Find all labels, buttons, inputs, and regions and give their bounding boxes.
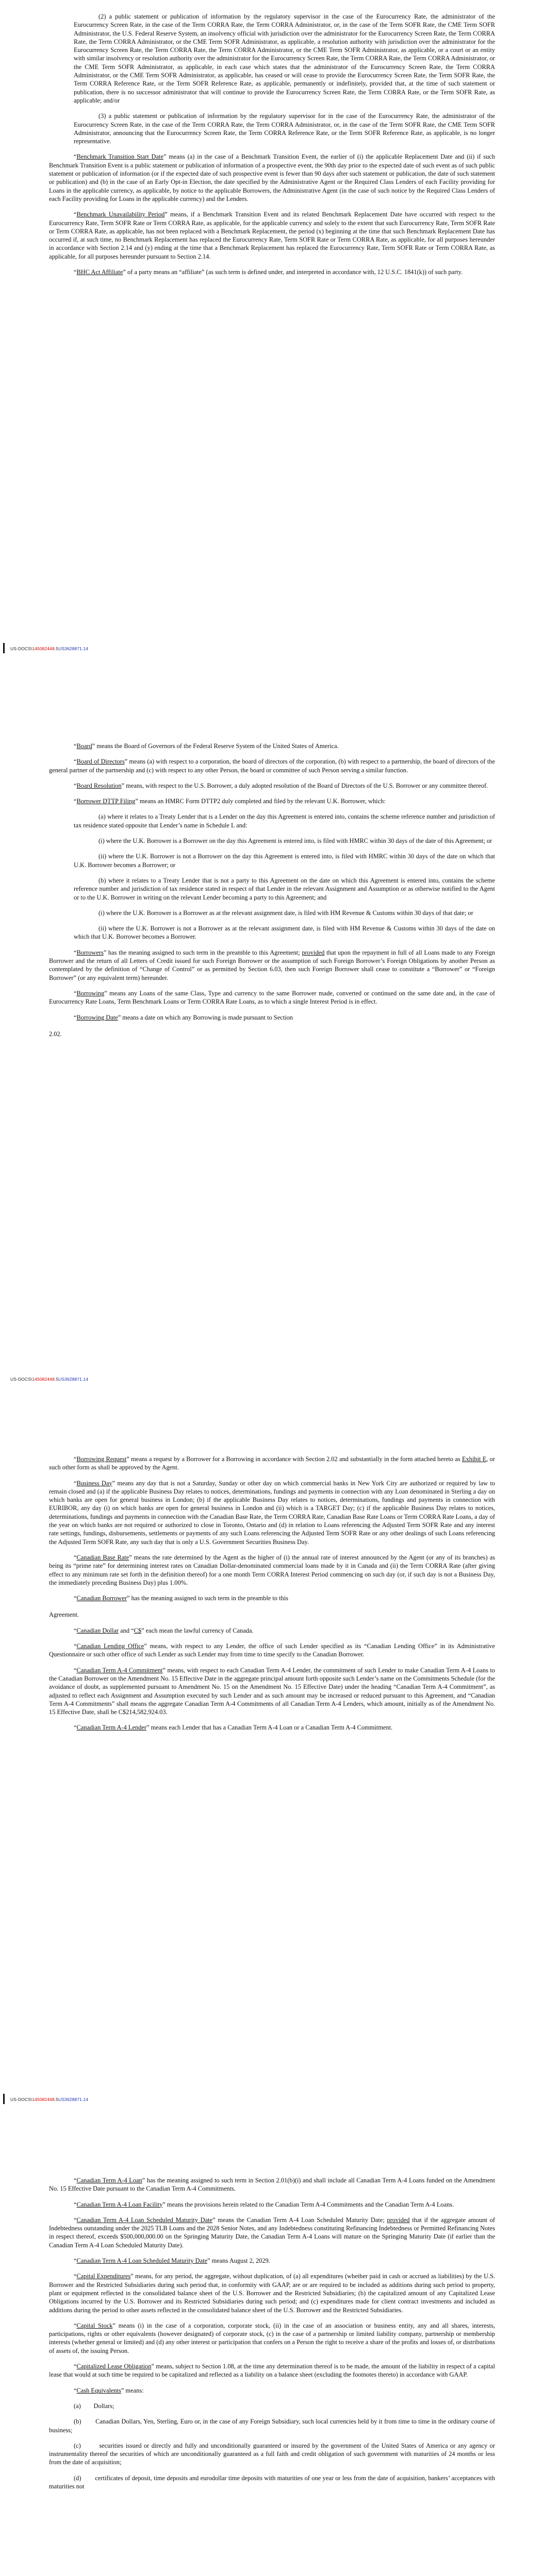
defined-term: Borrowing Request (76, 1455, 127, 1463)
defined-term: Canadian Term A-4 Loan Facility (76, 2200, 163, 2208)
definition-paragraph: “Borrowing Request” means a request by a Borrower for a Borrowing in accordance with Section 2.02 and substantially in the form attached hereto as Exhibit E, or such other form as shall be approved by the Agent. (49, 1455, 495, 1471)
list-item: (d) certificates of deposit, time deposits and eurodollar time deposits with maturities of one year or less from the date of acquisition, bankers’ acceptances with maturities not (49, 2474, 495, 2490)
defined-term: Board Resolution (76, 782, 122, 789)
defined-term: Board of Directors (76, 758, 125, 766)
definition-paragraph: “Canadian Term A-4 Lender” means each Lender that has a Canadian Term A-4 Loan or a Canadian Term A-4 Commitment. (74, 1724, 393, 1732)
definition-paragraph: “Borrower DTTP Filing” means an HMRC Form DTTP2 duly completed and filed by the relevant U.K. Borrower, which: (74, 798, 386, 805)
definition-paragraph: “Benchmark Unavailability Period” means, if a Benchmark Transition Event and its related Benchmark Replacement Date have occurred with respect to the Eurocurrency Rate, Term SOFR Rate or Term CORRA Rate, as applicable, for the applicable currency and solely to the extent that such Eurocurrency Rate, Term SOFR Rate or Term CORRA Rate, as applicable, has not been replaced with a Benchmark Replacement, the period (x) beginning at the time that such Benchmark Replacement Date has occurred if, at such time, no Benchmark Replacement has replaced the Eurocurrency Rate, Term SOFR Rate or Term CORRA Rate, as applicable, for all purposes hereunder in accordance with Section 2.14 and (y) ending at the time that a Benchmark Replacement has replaced the Eurocurrency Rate, Term SOFR Rate or Term CORRA Rate, as applicable, for all purposes hereunder pursuant to Section 2.14. (49, 211, 495, 260)
continuation-text: Agreement. (49, 1611, 79, 1619)
paragraph: (i) where the U.K. Borrower is a Borrower on the day this Agreement is entered into, is filed with HMRC within 30 days of the date of this Agreement; or (98, 837, 492, 845)
defined-term: Board (76, 742, 92, 750)
definition-paragraph: “Benchmark Transition Start Date” means (a) in the case of a Benchmark Transition Event, the earlier of (i) the applicable Replacement Date and (ii) if such Benchmark Transition Event is a public statement or publication of information of a prospective event, the 90th day prior to the expected date of such event as of such public statement or publication of information (or if the expected date of such prospective event is fewer than 90 days after such statement or publication, the date of such statement or publication) and (b) in the case of an Early Opt-in Election, the date specified by the Administrative Agent or the Required Class Lenders of each Facility providing for Loans in the applicable currency, as applicable, by notice to the applicable Borrowers, the Administrative Agent (in the case of such notice by the Required Class Lenders of each Facility providing for Loans in the applicable currency) and the Lenders. (49, 153, 495, 202)
defined-term: Borrower DTTP Filing (76, 798, 136, 805)
defined-term: Capital Expenditures (76, 2273, 131, 2280)
defined-term: Borrowers (76, 948, 104, 956)
defined-term: Canadian Term A-4 Loan Scheduled Maturity Date (76, 2216, 213, 2224)
definition-paragraph: “Business Day” means any day that is not a Saturday, Sunday or other day on which commercial banks in New York City are authorized or required by law to remain closed and (a) if the applicable Business Day relates to notices, determinations, fundings and payments in connection with any Loan denominated in Sterling a day on which banks are open for general business in London; (b) if the applicable Business Day relates to notices, determinations, fundings and payments in connection with EURIBOR, any day (i) on which banks are open for general business in London and (ii) which is a TARGET Day; (c) if the applicable Business Day relates to notices, determinations, fundings and payments in connection with the Canadian Base Rate, the Term CORRA Rate, Canadian Base Rate Loans or Term CORRA Rate Loans, a day of the year on which banks are not required or authorized to close in Toronto, Ontario and (d) in relation to Loans referencing the Adjusted Term SOFR Rate and any interest rate settings, fundings, disbursements, settlements or payments of any such Loans referencing the Adjusted Term SOFR Rate or any other dealings of such Loans referencing the Adjusted Term SOFR Rate, any such day that is only a U.S. Government Securities Business Day. (49, 1479, 495, 1546)
definition-paragraph: “Canadian Term A-4 Loan Scheduled Maturity Date” means the Canadian Term A-4 Loan Scheduled Maturity Date; provided that if the aggregate amount of Indebtedness outstanding under the 2025 TLB Loans and the 2028 Senior Notes, and any Indebtedness constituting Refinancing Indebtedness or Permitted Refinancing Notes in respect thereof, exceeds $500,000,000.00 on the Springing Maturity Date, the Canadian Term A-4 Loans will mature on the Springing Maturity Date (if earlier than the Canadian Term A-4 Loan Scheduled Maturity Date). (49, 2216, 496, 2249)
definition-paragraph: “Capital Expenditures” means, for any period, the aggregate, without duplication, of (a) all expenditures (whether paid in cash or accrued as liabilities) by the U.S. Borrower and the Restricted Subsidiaries during such period that, in conformity with GAAP, are or are required to be included as additions during such period to property, plant or equipment reflected in the consolidated balance sheet of the U.S. Borrower and the Restricted Subsidiaries; (b) the capitalized amount of any Capitalized Lease Obligations incurred by the U.S. Borrower and its Restricted Subsidiaries during such period; and (c) expenditures made for client contract investments and included as additions during the period to other assets reflected in the consolidated balance sheet of the U.S. Borrower and the Restricted Subsidiaries. (49, 2273, 495, 2314)
defined-term: Canadian Borrower (76, 1595, 127, 1602)
paragraph: (ii) where the U.K. Borrower is not a Borrower on the day this Agreement is entered into, is filed with HMRC within 30 days of the date on which that U.K. Borrower becomes a Borrower; or (74, 853, 495, 869)
page-1 (0, 12, 544, 283)
defined-term: Canadian Base Rate (76, 1553, 129, 1561)
paragraph: (b) where it relates to a Treaty Lender that is not a party to this Agreement on the date on which this Agreement is entered into, contains the scheme reference number and jurisdiction of tax residence stated in respect of that Lender in the relevant Assignment and Assumption or as otherwise notified to the Agent or to the U.K. Borrower in writing on the relevant Lender becoming a party to this Agreement; and (74, 876, 495, 901)
page-3 (0, 1455, 544, 1739)
definition-paragraph: “Canadian Borrower” has the meaning assigned to such term in the preamble to this (74, 1595, 289, 1602)
defined-term: C$ (134, 1626, 142, 1634)
definition-paragraph: “Canadian Term A-4 Loan Facility” means the provisions herein related to the Canadian Term A-4 Commitments and the Canadian Term A-4 Loans. (74, 2200, 454, 2208)
list-item: (b) Canadian Dollars, Yen, Sterling, Euro or, in the case of any Foreign Subsidiary, such local currencies held by it from time to time in the ordinary course of business; (49, 2418, 495, 2434)
continuation-text: 2.02. (49, 1030, 62, 1038)
page-footer: US-DOCS\145082448.5US3628871.14 (10, 2097, 89, 2102)
defined-term: Capital Stock (76, 2321, 113, 2329)
definition-paragraph: “Borrowing Date” means a date on which any Borrowing is made pursuant to Section (74, 1013, 293, 1021)
definition-paragraph: “Canadian Term A-4 Loan” has the meaning assigned to such term in Section 2.01(b)(i) and shall include all Canadian Term A-4 Loans funded on the Amendment No. 15 Effective Date pursuant to the Canadian Term A-4 Commitments. (49, 2177, 496, 2193)
definition-paragraph: “Borrowing” means any Loans of the same Class, Type and currency to the same Borrower made, converted or continued on the same date and, in the case of Eurocurrency Rate Loans, Term Benchmark Loans or Term CORRA Rate Loans, as to which a single Interest Period is in effect. (49, 989, 495, 1006)
page-4 (0, 2176, 544, 2498)
defined-term: Business Day (76, 1479, 112, 1487)
definition-paragraph: “Capital Stock” means (i) in the case of a corporation, corporate stock, (ii) in the case of an association or business entity, any and all shares, interests, participations, rights or other equivalents (however designated) of corporate stock, (c) in the case of a partnership or limited liability company, partnership or membership interests (whether general or limited) and (d) any other interest or participation that confers on a Person the right to receive a share of the profits and losses of, or distributions of assets of, the issuing Person. (49, 2321, 495, 2354)
defined-term: Canadian Term A-4 Loan (76, 2177, 142, 2184)
defined-term: Cash Equivalents (76, 2386, 121, 2394)
change-bar (3, 2094, 5, 2104)
definition-paragraph: “Canadian Dollar and “C$” each mean the lawful currency of Canada. (74, 1626, 254, 1634)
change-bar (3, 643, 5, 653)
defined-term: Canadian Dollar (76, 1626, 119, 1634)
defined-term: Canadian Term A-4 Loan Scheduled Maturity Date (76, 2257, 208, 2265)
defined-term: Borrowing (76, 989, 105, 997)
definition-paragraph: “Capitalized Lease Obligation” means, subject to Section 1.08, at the time any determination thereof is to be made, the amount of the liability in respect of a capital lease that would at such time be required to be capitalized and reflected as a liability on a balance sheet (excluding the footnotes thereto) in accordance with GAAP. (49, 2363, 495, 2379)
page-2 (0, 742, 544, 1045)
defined-term: Benchmark Unavailability Period (76, 211, 165, 218)
defined-term: Benchmark Transition Start Date (76, 153, 163, 161)
paragraph: (a) where it relates to a Treaty Lender that is a Lender on the day this Agreement is entered into, contains the scheme reference number and jurisdiction of tax residence stated opposite that Lender’s name in Schedule L and: (74, 813, 495, 829)
definition-paragraph: “Canadian Term A-4 Commitment” means, with respect to each Canadian Term A-4 Lender, the commitment of such Lender to make Canadian Term A-4 Loans to the Canadian Borrower on the Amendment No. 15 Effective Date in the aggregate principal amount forth opposite such Lender’s name on the Commitments Schedule (for the avoidance of doubt, as supplemented pursuant to Amendment No. 15 on the Amendment No. 15 Effective Date) under the heading “Canadian Term A-4 Commitment”, as adjusted to reflect each Assignment and Assumption executed by such Lender and as such amount may be increased or reduced pursuant to this Agreement, and “Canadian Term A-4 Commitments” shall means the aggregate Canadian Term A-4 Commitments of all Canadian Term A-4 Lenders, which amount, initially as of the Amendment No. 15 Effective Date, shall be C$214,582,924.03. (49, 1666, 495, 1716)
definition-paragraph: “Board of Directors” means (a) with respect to a corporation, the board of directors of the corporation, (b) with respect to a partnership, the board of directors of the general partner of the partnership and (c) with respect to any other Person, the board or committee of such Person serving a similar function. (49, 758, 495, 774)
defined-term: Canadian Term A-4 Commitment (76, 1666, 163, 1674)
paragraph: (3) a public statement or publication of information by the regulatory supervisor for in the case of the Eurocurrency Rate, the administrator of the Eurocurrency Screen Rate, in the case of the Term CORRA Rate, the Term CORRA Administrator, or, in the case of the Term SOFR Rate, the CME Term SOFR Administrator, announcing that the Eurocurrency Screen Rate, the Term CORRA Reference Rate, or the Term SOFR Reference Rate, as applicable, is no longer representative. (74, 112, 495, 145)
paragraph: (2) a public statement or publication of information by the regulatory supervisor in the case of the Eurocurrency Rate, the administrator of the Eurocurrency Screen Rate, in the case of the Term CORRA Rate, the Term CORRA Administrator, or, in the case of the Term SOFR Rate, the CME Term SOFR Administrator, the U.S. Federal Reserve System, an insolvency official with jurisdiction over the administrator for the Eurocurrency Screen Rate, the Term CORRA Rate, the Term CORRA Administrator, or the CME Term SOFR Administrator, as applicable, a resolution authority with jurisdiction over the administrator for the Eurocurrency Screen Rate, the Term CORRA Rate, the Term CORRA Administrator, or the CME Term SOFR Administrator, as applicable, or a court or an entity with similar insolvency or resolution authority over the administrator for the Eurocurrency Screen Rate, the Term CORRA Rate, the Term CORRA Administrator, or the CME Term SOFR Administrator, as applicable, in each case which states that the administrator of the Eurocurrency Screen Rate, the Term CORRA Administrator, or the CME Term SOFR Administrator, as applicable, has ceased or will cease to provide the Eurocurrency Screen Rate, the Term SOFR Rate, the Term CORRA Reference Rate, or the Term SOFR Reference Rate, as applicable, permanently or indefinitely, provided that, at the time of such statement or publication, there is no successor administrator that will continue to provide the Eurocurrency Screen Rate, the Term CORRA Rate, or the Term SOFR Rate, as applicable; and/or (74, 13, 495, 104)
definition-paragraph: “Canadian Lending Office” means, with respect to any Lender, the office of such Lender specified as its “Canadian Lending Office” in its Administrative Questionnaire or such other office of such Lender as such Lender may from time to time specify to the Canadian Borrower. (49, 1642, 495, 1658)
list-item: (a) Dollars; (74, 2402, 114, 2410)
list-item: (c) securities issued or directly and fully and unconditionally guaranteed or insured by the government of the United States of America or any agency or instrumentality thereof the securities of which are unconditionally guaranteed as a full faith and credit obligation of such government with maturities of 24 months or less from the date of acquisition; (49, 2442, 495, 2466)
definition-paragraph: “BHC Act Affiliate” of a party means an “affiliate” (as such term is defined under, and interpreted in accordance with, 12 U.S.C. 1841(k)) of such party. (74, 268, 463, 276)
definition-paragraph: “Board” means the Board of Governors of the Federal Reserve System of the United States of America. (74, 742, 339, 750)
definition-paragraph: “Canadian Term A-4 Loan Scheduled Maturity Date” means August 2, 2029. (74, 2257, 270, 2265)
page-footer: US-DOCS\145082448.5US3628871.14 (10, 1377, 89, 1382)
defined-term: BHC Act Affiliate (76, 268, 123, 276)
definition-paragraph: “Borrowers” has the meaning assigned to such term in the preamble to this Agreement; provided that upon the repayment in full of all Loans made to any Foreign Borrower and the return of all Letters of Credit issued for such Foreign Borrower or the assumption of such Foreign Borrower’s Foreign Obligations by another Person as contemplated by the definition of “Change of Control” or as permitted by Section 6.03, then such Foreign Borrower shall cease to constitute a “Borrower” or “Foreign Borrower” (or any equivalent term) hereunder. (49, 948, 495, 981)
page-footer: US-DOCS\145082448.5US3628871.14 (10, 646, 89, 651)
definition-paragraph: “Canadian Base Rate” means the rate determined by the Agent as the higher of (i) the annual rate of interest announced by the Agent (or any of its branches) as being its “prime rate” for determining interest rates on Canadian Dollar-denominated commercial loans made by it in Canada and (ii) the Term CORRA Rate (after giving effect to any minimum rate set forth in the definition thereof) for a one month Term CORRA Interest Period commencing on such day (or, if such day is not a Business Day, the immediately preceding Business Day) plus 1.00%. (49, 1553, 495, 1586)
defined-term: Borrowing Date (76, 1013, 118, 1021)
defined-term: Canadian Term A-4 Lender (76, 1724, 146, 1732)
definition-paragraph: “Cash Equivalents” means: (74, 2386, 144, 2394)
definition-paragraph: “Board Resolution” means, with respect to the U.S. Borrower, a duly adopted resolution of the Board of Directors of the U.S. Borrower or any committee thereof. (74, 782, 488, 789)
paragraph: (ii) where the U.K. Borrower is not a Borrower as at the relevant assignment date, is filed with HM Revenue & Customs within 30 days of the date on which that U.K. Borrower becomes a Borrower. (74, 925, 495, 941)
paragraph: (i) where the U.K. Borrower is a Borrower as at the relevant assignment date, is filed with HM Revenue & Customs within 30 days of that date; or (98, 909, 473, 917)
defined-term: Canadian Lending Office (76, 1642, 144, 1650)
defined-term: Capitalized Lease Obligation (76, 2363, 152, 2370)
